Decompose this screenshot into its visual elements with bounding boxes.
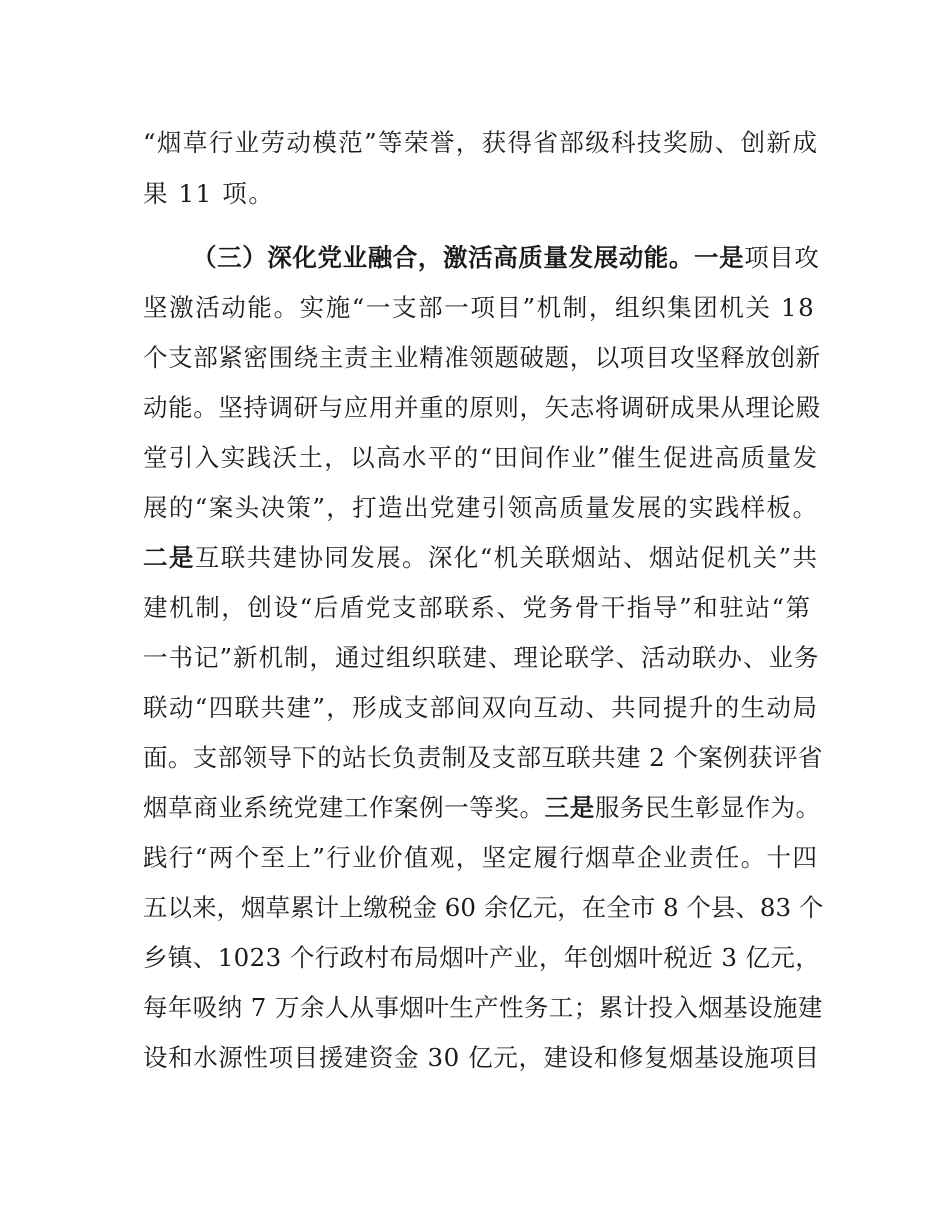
text-span: 服务民生彰显作为。 <box>594 793 821 822</box>
text-span: 动能。坚持调研与应用并重的原则，矢志将调研成果从理论殿 <box>143 393 821 422</box>
text-line <box>143 592 823 624</box>
text-span: 烟草商业系统党建工作案例一等奖。 <box>143 793 545 822</box>
text-span: 果 11 项。 <box>143 179 275 208</box>
text-line <box>143 178 823 210</box>
section-heading: （三）深化党业融合，激活高质量发展动能。 <box>192 243 694 272</box>
text-line <box>143 127 823 159</box>
text-line <box>143 1042 823 1074</box>
text-span: 项目攻 <box>744 243 820 272</box>
text-line <box>143 292 823 324</box>
text-span: 每年吸纳 7 万余人从事烟叶生产性务工；累计投入烟基设施建 <box>143 993 823 1022</box>
text-line <box>143 692 823 724</box>
point-label: 二是 <box>143 543 195 572</box>
text-line <box>143 842 823 874</box>
section-heading-line <box>192 242 822 274</box>
text-line <box>143 342 823 374</box>
text-span: 堂引入实践沃土，以高水平的“田间作业”催生促进高质量发 <box>143 443 819 472</box>
text-line <box>143 942 823 974</box>
point-label: 一是 <box>694 243 745 272</box>
text-line <box>143 992 823 1024</box>
text-line <box>143 442 823 474</box>
text-line <box>143 792 823 824</box>
text-line <box>143 392 823 424</box>
text-line <box>143 642 823 674</box>
text-span: 五以来，烟草累计上缴税金 60 余亿元，在全市 8 个县、83 个 <box>143 893 824 922</box>
text-line <box>143 742 823 774</box>
point-label: 三是 <box>544 793 595 822</box>
text-span: “烟草行业劳动模范”等荣誉，获得省部级科技奖励、创新成 <box>143 128 819 157</box>
text-span: 联动“四联共建”，形成支部间双向互动、共同提升的生动局 <box>143 693 819 722</box>
text-span: 乡镇、1023 个行政村布局烟叶产业，年创烟叶税近 3 亿元， <box>143 943 821 972</box>
text-span: 个支部紧密围绕主责主业精准领题破题，以项目攻坚释放创新 <box>143 343 821 372</box>
text-line <box>143 892 823 924</box>
text-span: 建机制，创设“后盾党支部联系、党务骨干指导”和驻站“第 <box>143 593 812 622</box>
text-span: 面。支部领导下的站长负责制及支部互联共建 2 个案例获评省 <box>143 743 823 772</box>
text-line <box>143 492 823 524</box>
text-span: 互联共建协同发展。深化“机关联烟站、烟站促机关”共 <box>194 543 819 572</box>
text-span: 展的“案头决策”，打造出党建引领高质量发展的实践样板。 <box>143 493 819 522</box>
text-span: 践行“两个至上”行业价值观，坚定履行烟草企业责任。十四 <box>143 843 819 872</box>
text-line <box>143 542 823 574</box>
text-span: 一书记”新机制，通过组织联建、理论联学、活动联办、业务 <box>143 643 820 672</box>
text-span: 坚激活动能。实施“一支部一项目”机制，组织集团机关 18 <box>143 293 816 322</box>
text-span: 设和水源性项目援建资金 30 亿元，建设和修复烟基设施项目 <box>143 1043 820 1072</box>
